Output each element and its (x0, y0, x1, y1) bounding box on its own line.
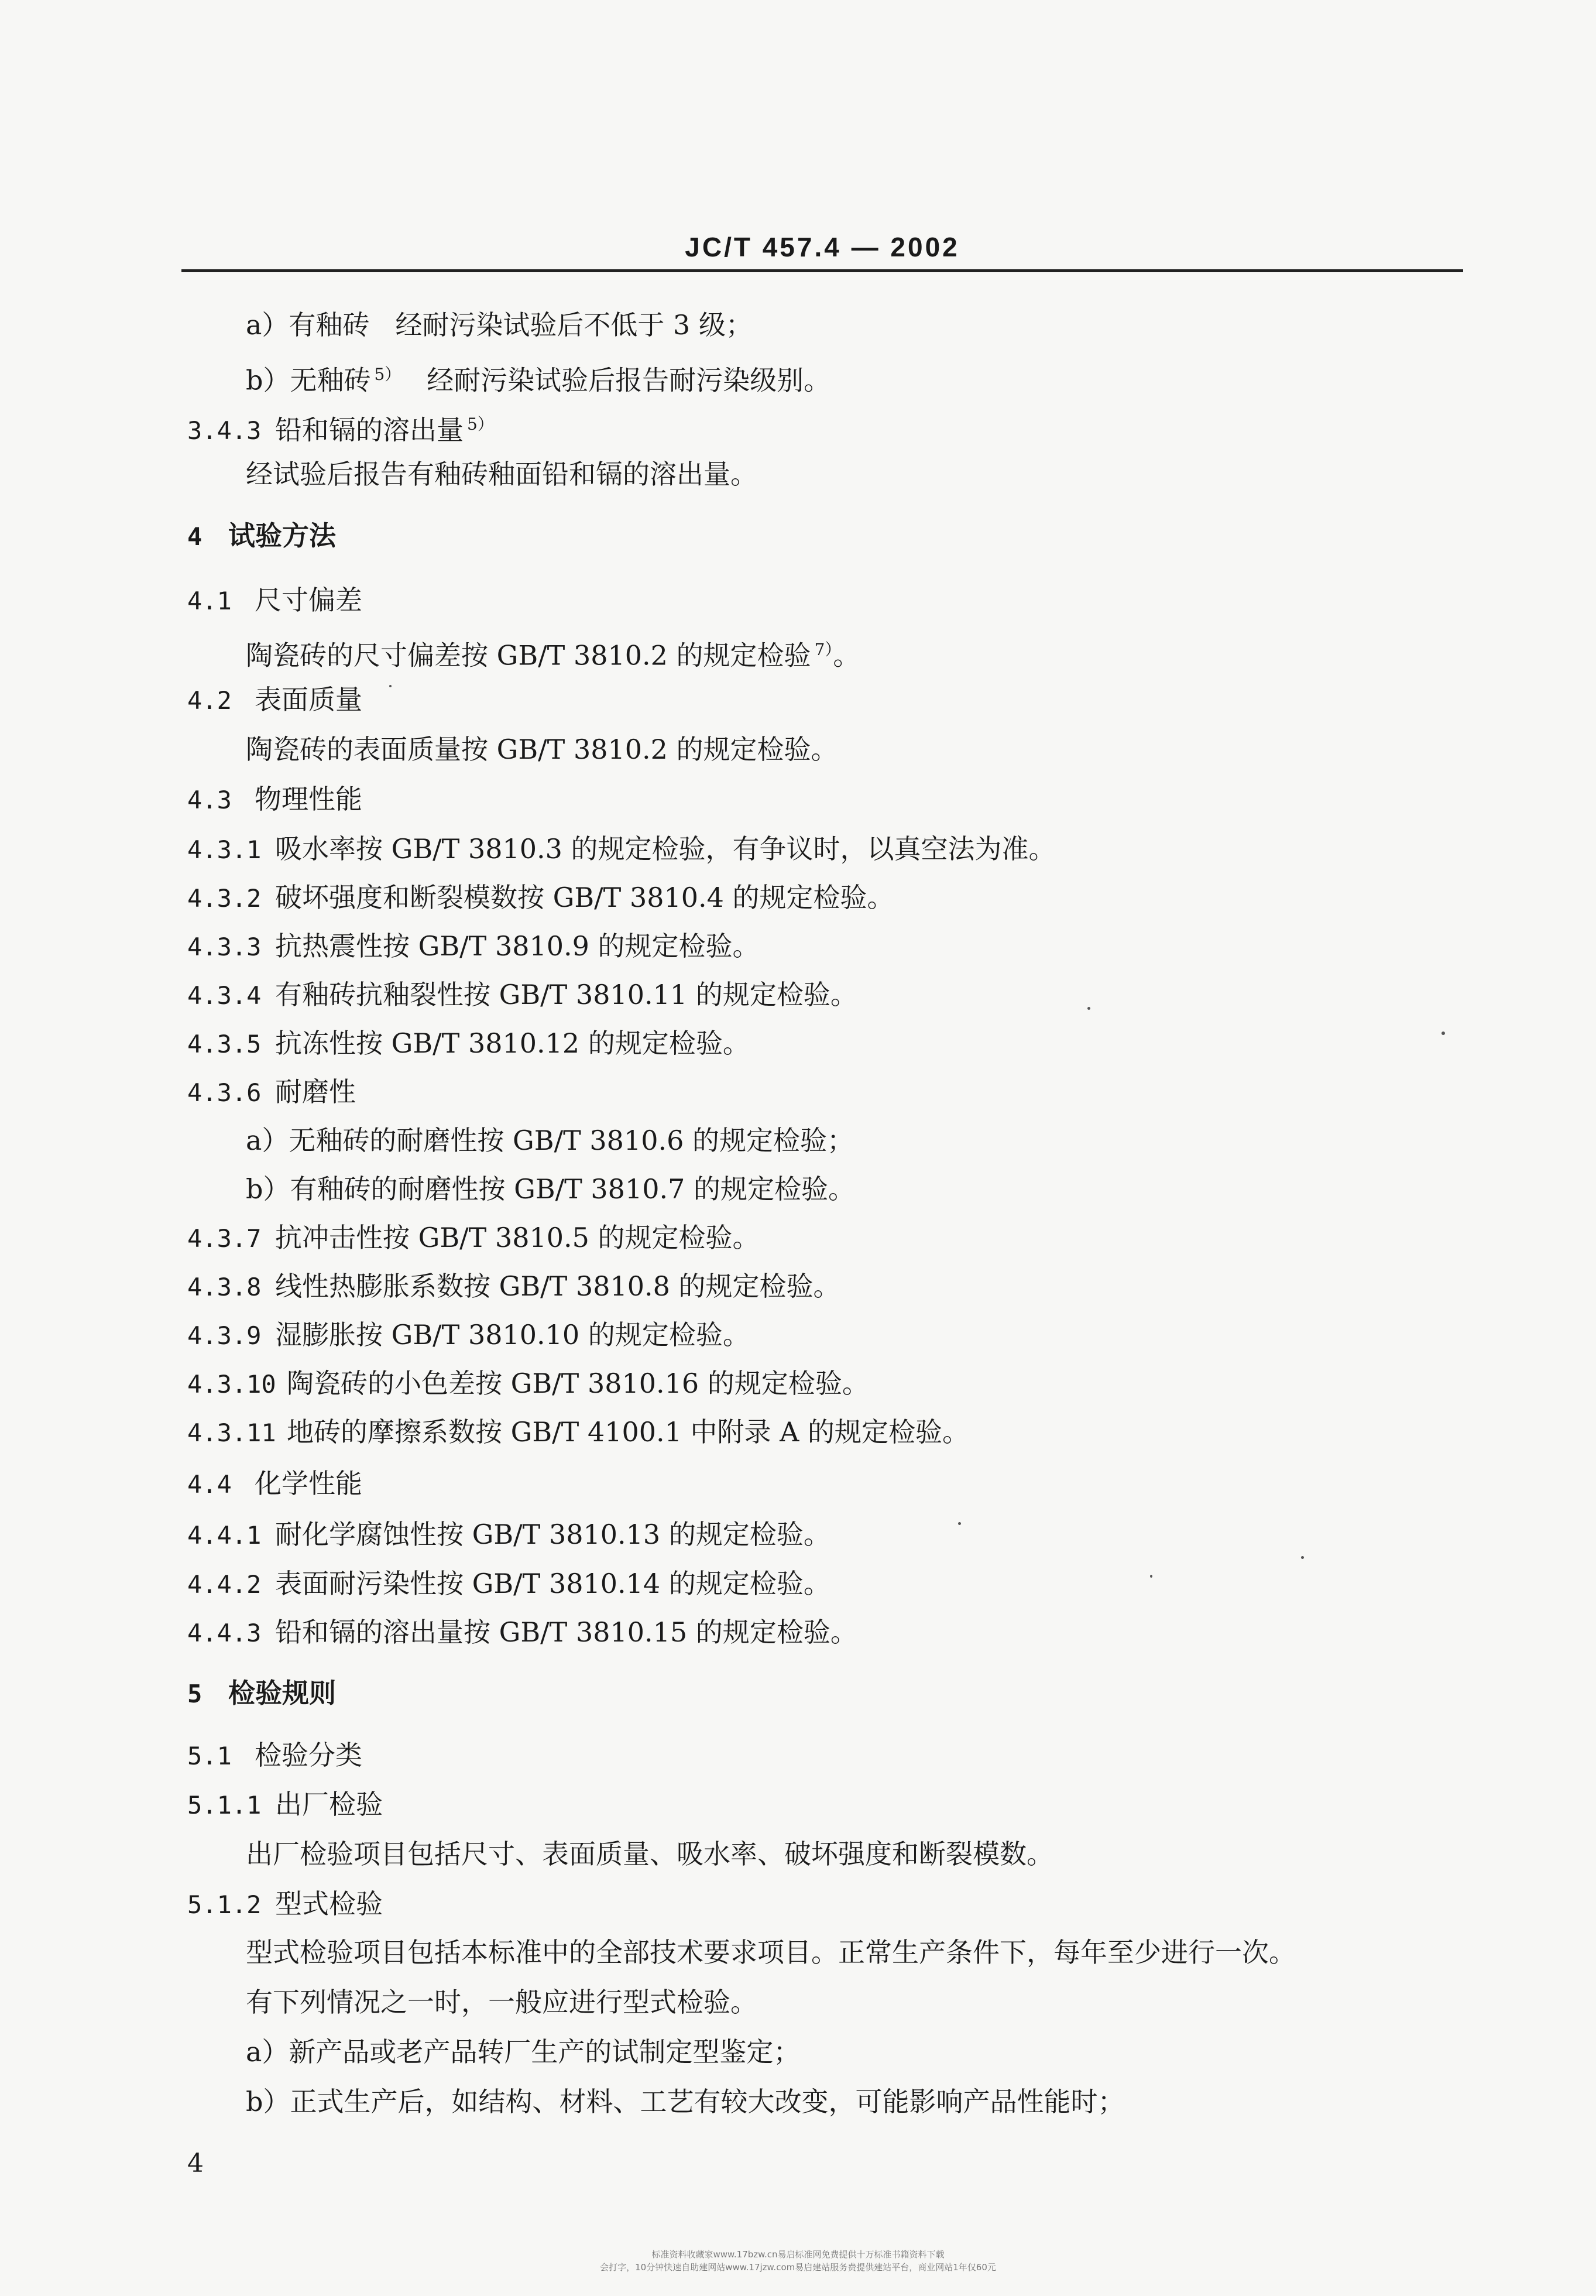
clause-text: 铅和镉的溶出量按 GB/T 3810.15 的规定检验。 (275, 1616, 857, 1648)
clause-number: 5.1.2 (187, 1890, 262, 1919)
clause-number: 4.2 (187, 686, 232, 715)
clause-body: 型式检验项目包括本标准中的全部技术要求项目。正常生产条件下，每年至少进行一次。 (246, 1937, 1296, 1968)
item-b-unglazed (246, 357, 830, 397)
clause-number: 4.3 (187, 786, 232, 814)
scan-speck (1301, 1556, 1304, 1559)
item-a-unglazed-wear: a）无釉砖的耐磨性按 GB/T 3810.6 的规定检验； (246, 1125, 854, 1156)
clause-4-3-9 (187, 1317, 750, 1353)
footer-watermark (0, 2248, 1596, 2274)
clause-text: 破坏强度和断裂模数按 GB/T 3810.4 的规定检验。 (275, 882, 894, 913)
clause-title: 化学性能 (255, 1468, 362, 1499)
list-item-b: b）正式生产后，如结构、材料、工艺有较大改变，可能影响产品性能时； (246, 2086, 1125, 2117)
item-text: 经耐污染试验后不低于 3 级； (395, 309, 753, 341)
section-title: 检验规则 (228, 1677, 336, 1709)
clause-4-3 (187, 782, 362, 818)
scan-speck (1441, 1032, 1445, 1035)
item-a-glazed (246, 307, 753, 342)
scan-speck (389, 685, 392, 687)
clause-number: 4.3.9 (187, 1321, 262, 1350)
clause-4-3-2 (187, 880, 894, 916)
clause-text: 有釉砖抗釉裂性按 GB/T 3810.11 的规定检验。 (275, 979, 857, 1010)
clause-5-1-1 (187, 1787, 383, 1823)
clause-body (246, 632, 860, 673)
clause-number: 4.3.2 (187, 884, 262, 913)
clause-number: 4.3.7 (187, 1224, 262, 1253)
section-title: 试验方法 (228, 520, 336, 551)
clause-5-1 (187, 1738, 362, 1774)
clause-number: 5.1 (187, 1742, 232, 1770)
clause-4-2 (187, 682, 362, 718)
item-label: b）无釉砖 (246, 364, 371, 396)
clause-text: 抗冻性按 GB/T 3810.12 的规定检验。 (275, 1027, 750, 1059)
clause-number: 4.4.2 (187, 1570, 262, 1599)
item-b-glazed-wear: b）有釉砖的耐磨性按 GB/T 3810.7 的规定检验。 (246, 1173, 855, 1205)
clause-text: 地砖的摩擦系数按 GB/T 4100.1 中附录 A 的规定检验。 (287, 1416, 970, 1448)
clause-4-4 (187, 1466, 362, 1502)
scan-speck (1150, 1575, 1152, 1578)
clause-text: 表面耐污染性按 GB/T 3810.14 的规定检验。 (275, 1568, 830, 1599)
clause-4-3-11 (187, 1414, 969, 1451)
clause-4-3-5 (187, 1026, 750, 1062)
clause-title: 耐磨性 (275, 1076, 356, 1108)
footnote-ref: 5） (374, 365, 401, 384)
clause-title: 出厂检验 (275, 1788, 383, 1820)
footer-line: 标准资料收藏家www.17bzw.cn易启标准网免费提供十万标准书籍资料下载 (651, 2249, 945, 2260)
list-item-a: a）新产品或老产品转厂生产的试制定型鉴定； (246, 2036, 801, 2068)
clause-4-3-4 (187, 977, 857, 1013)
clause-5-1-2 (187, 1886, 383, 1923)
clause-number: 4.3.4 (187, 981, 262, 1010)
section-number: 4 (187, 522, 202, 551)
clause-text: 吸水率按 GB/T 3810.3 的规定检验，有争议时，以真空法为准。 (275, 833, 1056, 865)
clause-4-3-10 (187, 1366, 869, 1402)
clause-title: 检验分类 (255, 1739, 362, 1771)
page-number: 4 (187, 2148, 204, 2178)
clause-4-4-1 (187, 1517, 830, 1553)
clause-body: 经试验后报告有釉砖釉面铅和镉的溶出量。 (246, 458, 757, 490)
clause-text: 陶瓷砖的小色差按 GB/T 3810.16 的规定检验。 (287, 1368, 869, 1399)
item-text: 经耐污染试验后报告耐污染级别。 (427, 364, 831, 396)
clause-text: 耐化学腐蚀性按 GB/T 3810.13 的规定检验。 (275, 1519, 830, 1550)
clause-number: 4.3.5 (187, 1030, 262, 1058)
section-5-heading (187, 1675, 336, 1712)
clause-number: 4.3.8 (187, 1273, 262, 1301)
clause-4-1 (187, 582, 362, 619)
header-rule (181, 269, 1463, 272)
footer-line: 会打字，10分钟快速自助建网站www.17jzw.com易启建站服务费提供建站平台，商业网站1年仅60元 (600, 2262, 996, 2273)
clause-title: 型式检验 (275, 1888, 383, 1920)
clause-4-3-8 (187, 1269, 840, 1305)
clause-number: 3.4.3 (187, 416, 262, 446)
clause-title: 表面质量 (255, 684, 362, 715)
clause-4-3-6 (187, 1074, 356, 1111)
scan-speck (958, 1522, 961, 1525)
footnote-ref: 5） (467, 414, 494, 434)
clause-body-tail: 。 (833, 639, 860, 671)
clause-text: 抗冲击性按 GB/T 3810.5 的规定检验。 (275, 1222, 760, 1253)
footnote-ref: 7） (814, 640, 833, 659)
clause-number: 4.3.6 (187, 1078, 262, 1107)
clause-text: 抗热震性按 GB/T 3810.9 的规定检验。 (275, 930, 760, 962)
item-label: a）有釉砖 (246, 309, 370, 341)
clause-number: 5.1.1 (187, 1791, 262, 1819)
clause-4-4-2 (187, 1566, 830, 1602)
clause-number: 4.4.1 (187, 1521, 262, 1550)
clause-text: 湿膨胀按 GB/T 3810.10 的规定检验。 (275, 1319, 750, 1351)
clause-body: 出厂检验项目包括尺寸、表面质量、吸水率、破坏强度和断裂模数。 (246, 1838, 1053, 1870)
clause-4-3-1 (187, 831, 1056, 868)
clause-4-4-3 (187, 1615, 857, 1651)
clause-text: 线性热膨胀系数按 GB/T 3810.8 的规定检验。 (275, 1270, 840, 1302)
clause-4-3-3 (187, 928, 760, 965)
clause-number: 4.3.3 (187, 933, 262, 961)
clause-title: 铅和镉的溶出量 (275, 414, 464, 446)
clause-number: 4.3.1 (187, 835, 262, 864)
clause-4-3-7 (187, 1220, 760, 1256)
document-code-header: JC/T 457.4 — 2002 (685, 232, 960, 262)
clause-body: 有下列情况之一时，一般应进行型式检验。 (246, 1986, 757, 2018)
clause-title: 尺寸偏差 (255, 584, 362, 616)
clause-number: 4.1 (187, 587, 232, 615)
clause-title: 物理性能 (255, 783, 362, 815)
clause-number: 4.4.3 (187, 1619, 262, 1647)
clause-number: 4.4 (187, 1470, 232, 1499)
clause-body: 陶瓷砖的表面质量按 GB/T 3810.2 的规定检验。 (246, 734, 838, 765)
section-number: 5 (187, 1680, 202, 1708)
section-4-heading (187, 518, 336, 554)
clause-number: 4.3.11 (187, 1418, 276, 1447)
scan-speck (1087, 1007, 1090, 1010)
clause-3-4-3 (187, 407, 494, 448)
clause-body-text: 陶瓷砖的尺寸偏差按 GB/T 3810.2 的规定检验 (246, 639, 811, 671)
clause-number: 4.3.10 (187, 1370, 276, 1399)
